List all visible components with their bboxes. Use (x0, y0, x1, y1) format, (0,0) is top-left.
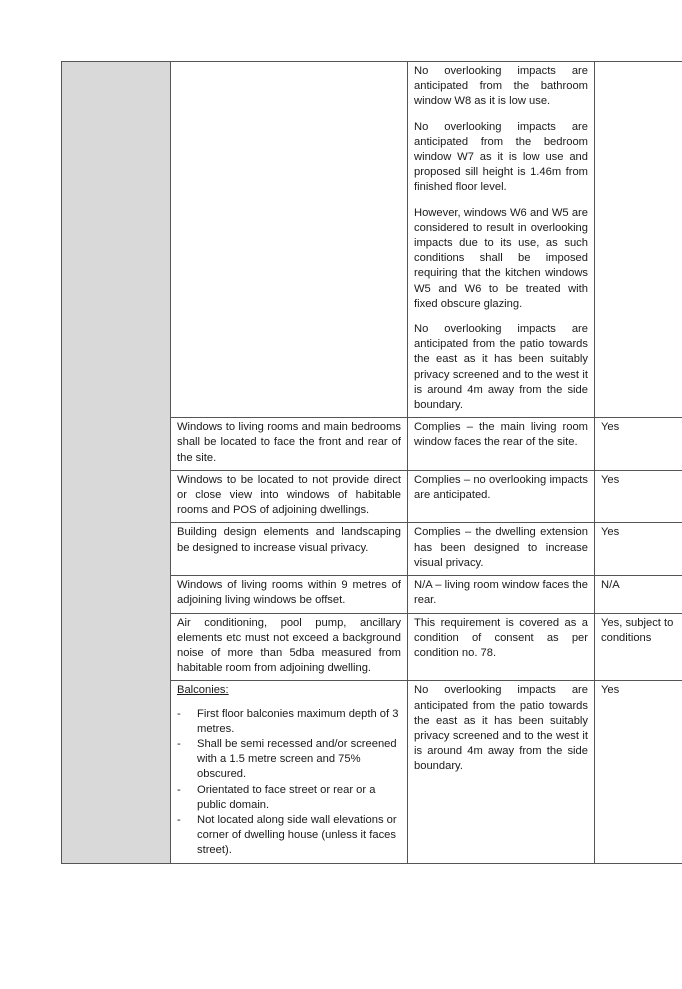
assessment-paragraph: However, windows W6 and W5 are considered to result in overlooking impacts due to its use, as such conditions shall be imposed requiring that the kitchen windows W5 and W6 to be treated with fixed obscure glazing. (414, 206, 588, 310)
compliance-cell: Yes (595, 681, 682, 863)
assessment-paragraph: No overlooking impacts are anticipated from the bathroom window W8 as it is low use. (414, 65, 588, 108)
list-item: - Not located along side wall elevations or corner of dwelling house (unless it faces street). (177, 813, 401, 859)
assessment-cell: N/A – living room window faces the rear. (408, 576, 595, 613)
assessment-cell: This requirement is covered as a condition of consent as per condition no. 78. (408, 613, 595, 681)
assessment-paragraph: No overlooking impacts are anticipated from the patio towards the east as it has been suitably privacy screened and to the west it is around 4m away from the side boundary. (414, 323, 588, 412)
balconies-heading: Balconies: (177, 684, 229, 697)
table-row (62, 62, 682, 418)
control-cell (171, 62, 408, 418)
compliance-cell: N/A (595, 576, 682, 613)
assessment-paragraph: No overlooking impacts are anticipated from the bedroom window W7 as it is low use and proposed sill height is 1.46m from finished floor level. (414, 120, 588, 194)
list-item: - Orientated to face street or rear or a public domain. (177, 783, 401, 813)
control-cell (171, 681, 408, 863)
shaded-heading-cell (62, 62, 171, 864)
assessment-cell: Complies – the dwelling extension has been designed to increase visual privacy. (408, 523, 595, 576)
balconies-list (177, 707, 401, 859)
compliance-cell: Yes, subject to conditions (595, 613, 682, 681)
compliance-cell: Yes (595, 418, 682, 471)
compliance-cell (595, 62, 682, 418)
assessment-cell (408, 62, 595, 418)
assessment-cell: Complies – the main living room window faces the rear of the site. (408, 418, 595, 471)
list-item: - Shall be semi recessed and/or screened with a 1.5 metre screen and 75% obscured. (177, 737, 401, 783)
control-cell: Air conditioning, pool pump, ancillary elements etc must not exceed a background noise of more than 5dba measured from habitable room from adjoining dwelling. (171, 613, 408, 681)
control-cell: Building design elements and landscaping be designed to increase visual privacy. (171, 523, 408, 576)
list-item: - First floor balconies maximum depth of 3 metres. (177, 707, 401, 737)
assessment-cell: No overlooking impacts are anticipated from the patio towards the east as it has been suitably privacy screened and to the west it is around 4m away from the side boundary. (408, 681, 595, 863)
compliance-cell: Yes (595, 523, 682, 576)
compliance-cell: Yes (595, 470, 682, 523)
assessment-cell: Complies – no overlooking impacts are anticipated. (408, 470, 595, 523)
control-cell: Windows to living rooms and main bedrooms shall be located to face the front and rear of the site. (171, 418, 408, 471)
assessment-table (61, 61, 682, 864)
control-cell: Windows of living rooms within 9 metres of adjoining living windows be offset. (171, 576, 408, 613)
control-cell: Windows to be located to not provide direct or close view into windows of habitable rooms and POS of adjoining dwellings. (171, 470, 408, 523)
